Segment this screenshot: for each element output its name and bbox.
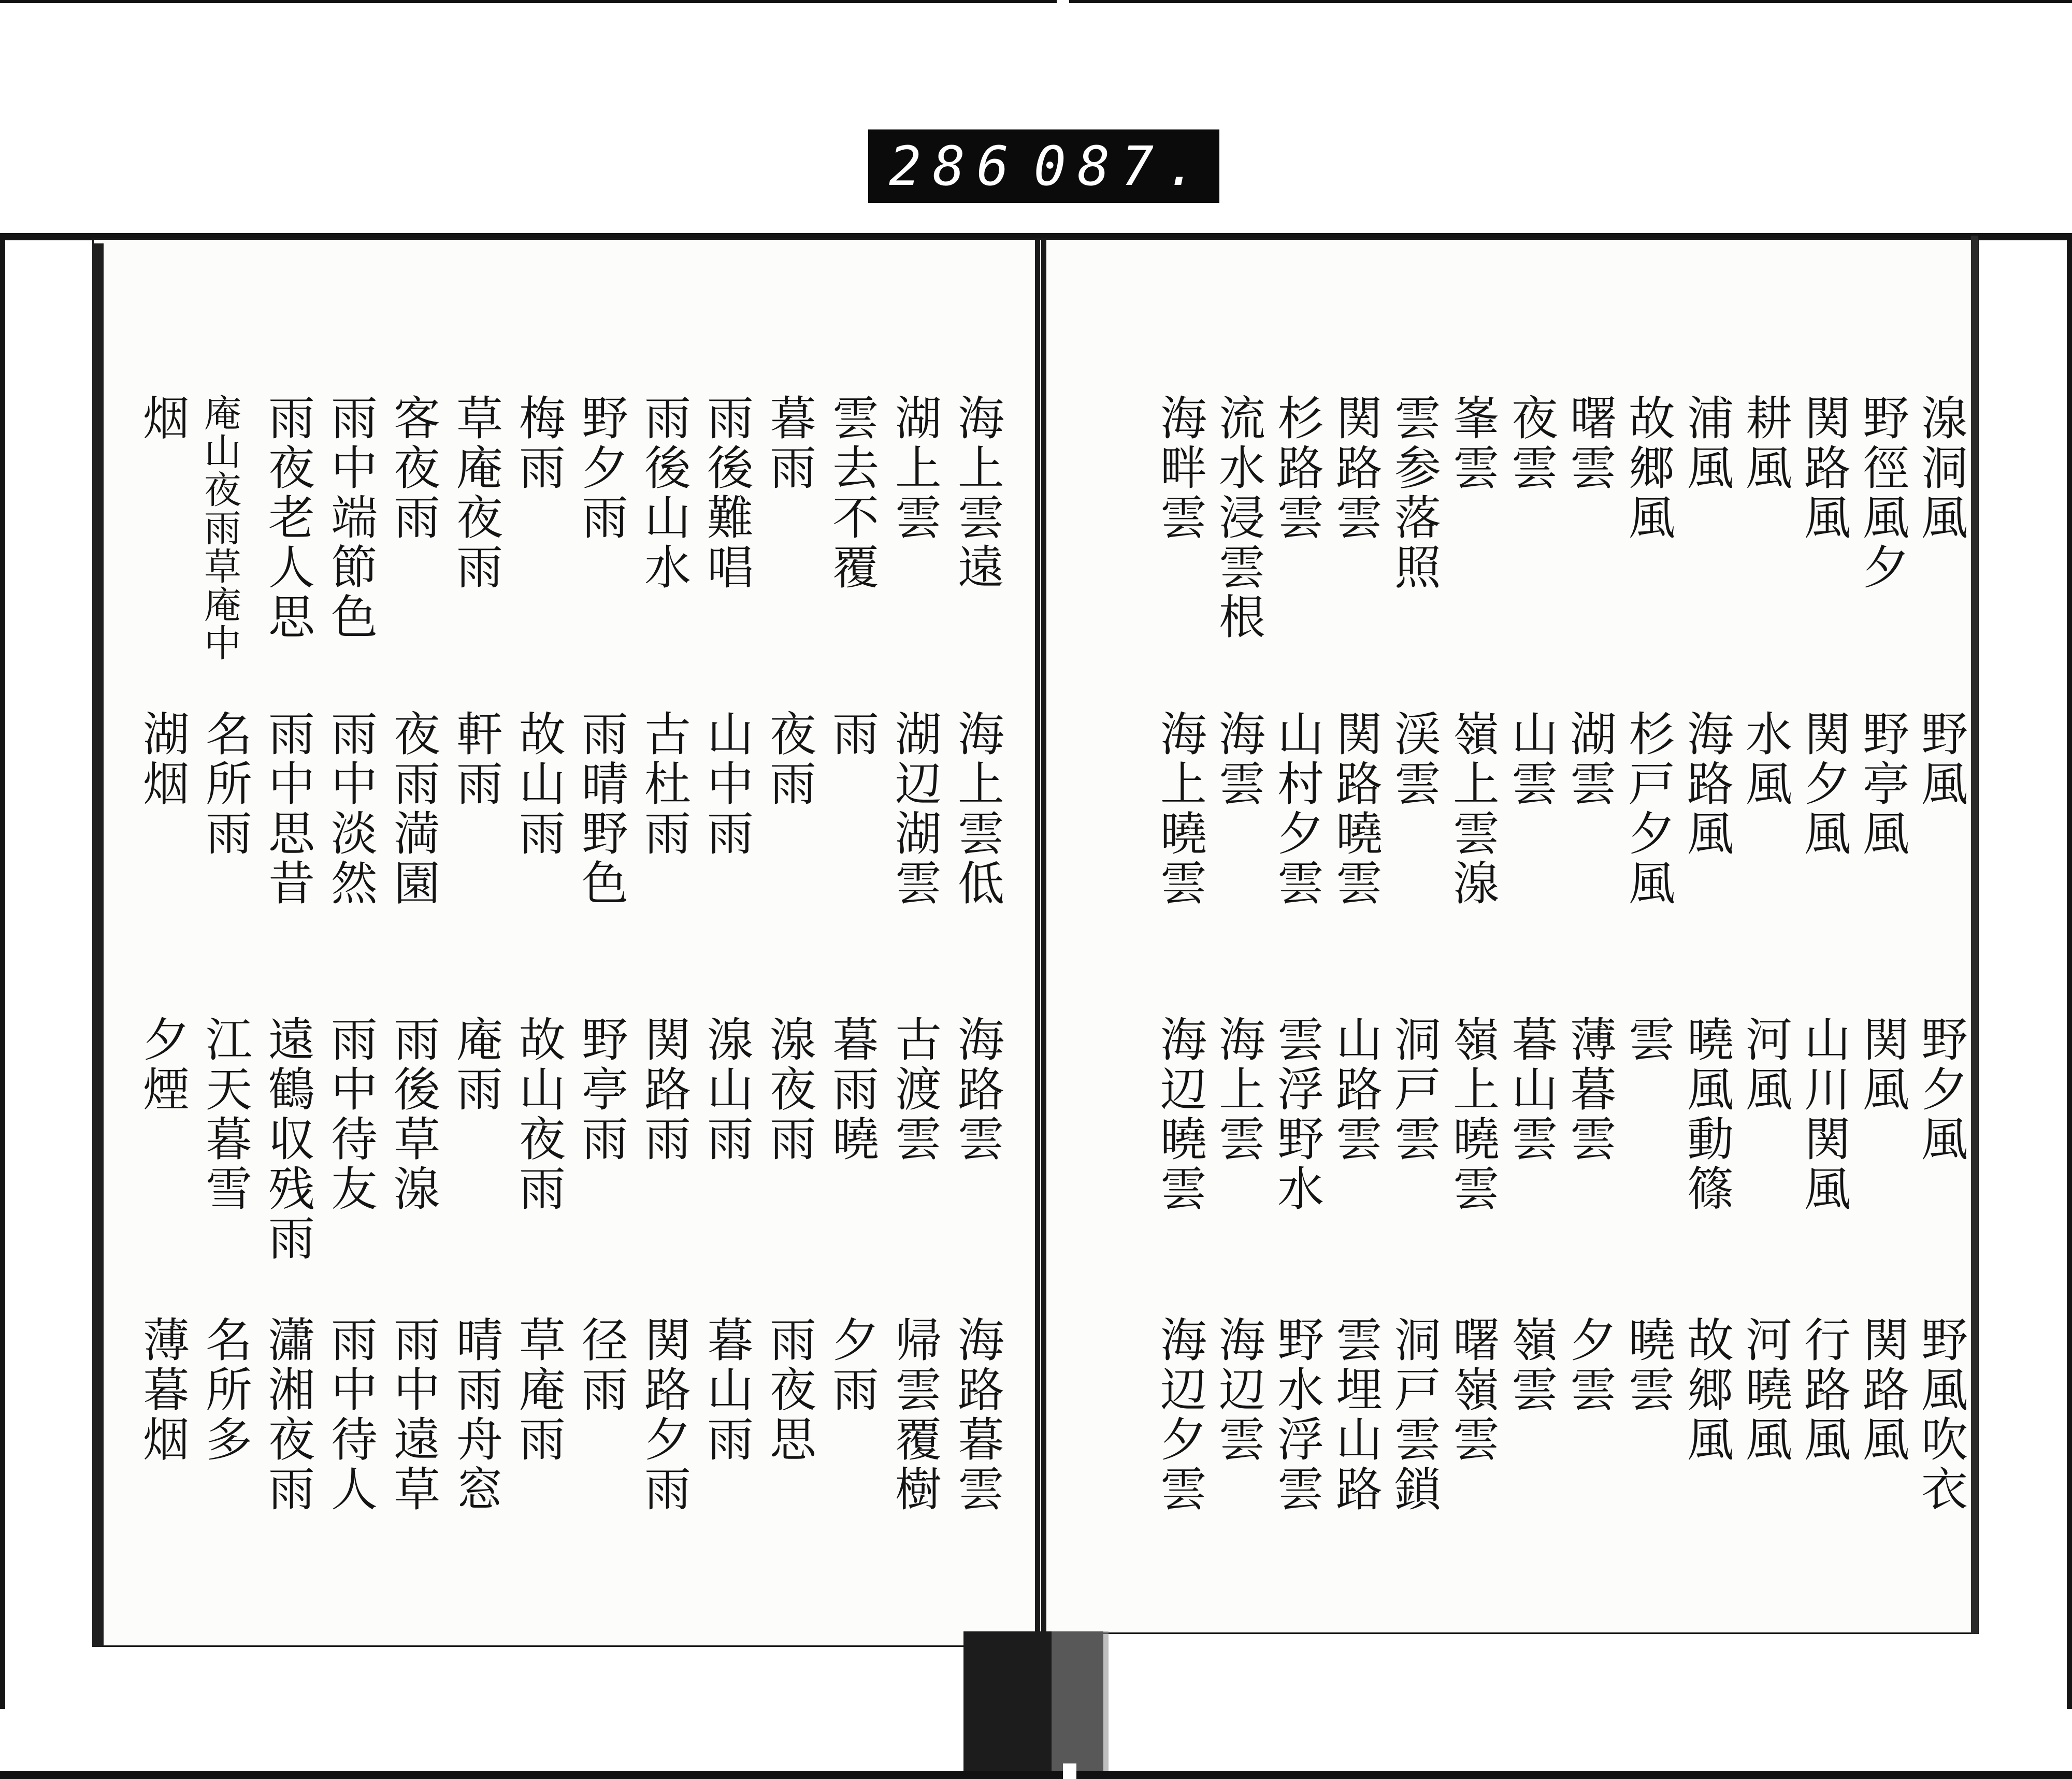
left-page-entry: 雨晴野色: [573, 710, 628, 908]
left-page-entry: 暮雨曉: [824, 1015, 879, 1164]
left-page-entry: 雲去不覆: [824, 394, 879, 592]
left-page-entry: 烟: [135, 394, 189, 443]
right-page-entry: 山川関風: [1796, 1015, 1850, 1214]
left-page-entry: 客夜雨: [385, 394, 440, 543]
left-page-entry: 雨中端節色: [323, 394, 377, 642]
right-page-entry: 関路曉雲: [1328, 710, 1382, 908]
left-page-entry: 雨: [824, 710, 879, 759]
scan-board-left: [0, 233, 5, 1709]
left-page-entry: 雨後草湶: [385, 1015, 440, 1214]
right-page-entry: 洞戸雲鎖: [1386, 1315, 1441, 1514]
right-page-entry: 雲参落照: [1386, 394, 1441, 592]
left-page-entry: 名所多: [197, 1315, 252, 1465]
right-page-entry: 夜雲: [1503, 394, 1558, 493]
left-page-entry: 晴雨舟窓: [448, 1315, 502, 1514]
right-page-entry: 河曉風: [1737, 1315, 1792, 1465]
left-page-entry: 雨後難唱: [699, 394, 753, 592]
right-page-entry: 海雲: [1211, 710, 1265, 809]
top-border: [0, 0, 2072, 3]
right-page-entry: 海辺夕雲: [1152, 1315, 1206, 1514]
right-page-entry: 水風: [1737, 710, 1792, 809]
right-page-entry: 河風: [1737, 1015, 1792, 1115]
right-page-entry: 野水浮雲: [1269, 1315, 1323, 1514]
left-page-entry: 湖辺湖雲: [887, 710, 941, 908]
left-page-entry: 雨中待人: [323, 1315, 377, 1514]
right-page-entry: 関夕風: [1796, 710, 1850, 859]
left-page-entry: 軒雨: [448, 710, 502, 809]
left-page-entry: 故山雨: [511, 710, 565, 859]
right-page-entry: 薄暮雲: [1562, 1015, 1616, 1164]
frame-number: 087.: [1033, 135, 1209, 198]
left-page-entry: 雨中待友: [323, 1015, 377, 1214]
film-number: 286: [889, 135, 1020, 198]
right-page-entry: 耕風: [1737, 394, 1792, 493]
right-page-entry: 関路雲: [1328, 394, 1382, 543]
right-page-entry: 流水浸雲根: [1211, 394, 1265, 642]
left-page-entry: 山中雨: [699, 710, 753, 859]
left-page-entry: 雨中淡然: [323, 710, 377, 908]
left-page-entry: 海上雲遠: [949, 394, 1004, 592]
scan-board-right: [2067, 233, 2072, 1709]
left-page-entry: 夜雨満園: [385, 710, 440, 908]
left-page-entry: 径雨: [573, 1315, 628, 1415]
right-page-entry: 関路風: [1854, 1315, 1909, 1465]
left-page-entry: 遠鶴収残雨: [260, 1015, 314, 1264]
left-page-entry: 暮雨: [761, 394, 816, 493]
left-page-entry: 草庵夜雨: [448, 394, 502, 592]
left-page-entry: 庵雨: [448, 1015, 502, 1115]
left-page-entry: 湖烟: [135, 710, 189, 809]
right-page-entry: 夕雲: [1562, 1315, 1616, 1415]
right-page-entry: 野亭風: [1854, 710, 1909, 859]
right-page-entry: 雲浮野水: [1269, 1015, 1323, 1214]
right-page-entry: 野風: [1913, 710, 1967, 809]
right-page-entry: 曉雲: [1620, 1315, 1675, 1415]
right-page-entry: 曙嶺雲: [1445, 1315, 1499, 1465]
left-page-entry: 関路夕雨: [636, 1315, 690, 1514]
left-page-edge: [92, 243, 104, 1647]
right-page-entry: 曉風動篠: [1679, 1015, 1733, 1214]
right-page-entry: 湖雲: [1562, 710, 1616, 809]
bottom-border-gap: [1063, 1763, 1076, 1779]
right-page-entry: 湶洞風: [1913, 394, 1967, 543]
left-page-entry: 関路雨: [636, 1015, 690, 1164]
left-page-entry: 雨中思昔: [260, 710, 314, 908]
right-page-entry: 野徑風夕: [1854, 394, 1909, 592]
right-page-entry: 海上雲: [1211, 1015, 1265, 1164]
right-page-entry: 曙雲: [1562, 394, 1616, 493]
right-page-entry: 故郷風: [1679, 1315, 1733, 1465]
left-page-entry: 瀟湘夜雨: [260, 1315, 314, 1514]
left-page-entry: 雨夜老人思: [260, 394, 314, 642]
left-page-entry: 雨後山水: [636, 394, 690, 592]
left-page-entry: 海路雲: [949, 1015, 1004, 1164]
right-page-entry: 野風吹衣: [1913, 1315, 1967, 1514]
book-binding-highlight: [1052, 1631, 1109, 1771]
left-page-entry: 夕煙: [135, 1015, 189, 1115]
left-page-entry: 江天暮雪: [197, 1015, 252, 1214]
right-page-entry: 嶺上曉雲: [1445, 1015, 1499, 1214]
right-page-entry: 洞戸雲: [1386, 1015, 1441, 1164]
right-page-entry: 雲: [1620, 1015, 1675, 1065]
right-page-entry: 行路風: [1796, 1315, 1850, 1465]
top-border-gap: [1057, 0, 1069, 5]
left-page-entry: 薄暮烟: [135, 1315, 189, 1465]
right-page-entry: 嶺雲: [1503, 1315, 1558, 1415]
right-page-entry: 浦風: [1679, 394, 1733, 493]
left-page-entry: 草庵雨: [511, 1315, 565, 1465]
left-page-entry: 古杜雨: [636, 710, 690, 859]
right-page-entry: 杉路雲: [1269, 394, 1323, 543]
right-page-entry: 雲埋山路: [1328, 1315, 1382, 1514]
right-page-entry: 山雲: [1503, 710, 1558, 809]
right-page-entry: 海路風: [1679, 710, 1733, 859]
left-page-entry: 名所雨: [197, 710, 252, 859]
left-page-entry: 海路暮雲: [949, 1315, 1004, 1514]
left-page-entry: 故山夜雨: [511, 1015, 565, 1214]
left-page-entry: 雨夜思: [761, 1315, 816, 1465]
left-page-entry: 帰雲覆樹: [887, 1315, 941, 1514]
left-page-entry: 梅雨: [511, 394, 565, 493]
right-page-entry: 海畔雲: [1152, 394, 1206, 543]
right-page-entry: 海上曉雲: [1152, 710, 1206, 908]
left-page-entry: 野亭雨: [573, 1015, 628, 1164]
right-page-entry: 海辺雲: [1211, 1315, 1265, 1465]
right-page-entry: 山路雲: [1328, 1015, 1382, 1164]
left-page-entry: 雨中遠草: [385, 1315, 440, 1514]
right-page-entry: 関路風: [1796, 394, 1850, 543]
right-page-entry: 暮山雲: [1503, 1015, 1558, 1164]
left-page-entry: 夕雨: [824, 1315, 879, 1415]
right-page-entry: 嶺上雲湶: [1445, 710, 1499, 908]
right-page-entry: 杉戸夕風: [1620, 710, 1675, 908]
right-page-entry: 海辺曉雲: [1152, 1015, 1206, 1214]
right-page-entry: 関風: [1854, 1015, 1909, 1115]
right-page-entry: 野夕風: [1913, 1015, 1967, 1164]
left-page-entry: 暮山雨: [699, 1315, 753, 1465]
right-page-entry: 故郷風: [1620, 394, 1675, 543]
right-page-entry: 峯雲: [1445, 394, 1499, 493]
right-page-entry: 山村夕雲: [1269, 710, 1323, 908]
left-page-entry: 湶夜雨: [761, 1015, 816, 1164]
right-page-entry: 渓雲: [1386, 710, 1441, 809]
left-page-entry: 庵山夜雨草庵中: [198, 394, 241, 662]
microfilm-frame-label: [868, 129, 1219, 203]
left-page-entry: 野夕雨: [573, 394, 628, 543]
left-page-entry: 古渡雲: [887, 1015, 941, 1164]
bottom-border: [0, 1771, 2072, 1779]
right-page-edge: [1971, 236, 1978, 1634]
left-page-entry: 海上雲低: [949, 710, 1004, 908]
left-page-entry: 湶山雨: [699, 1015, 753, 1164]
left-page-entry: 夜雨: [761, 710, 816, 809]
left-page-entry: 湖上雲: [887, 394, 941, 543]
